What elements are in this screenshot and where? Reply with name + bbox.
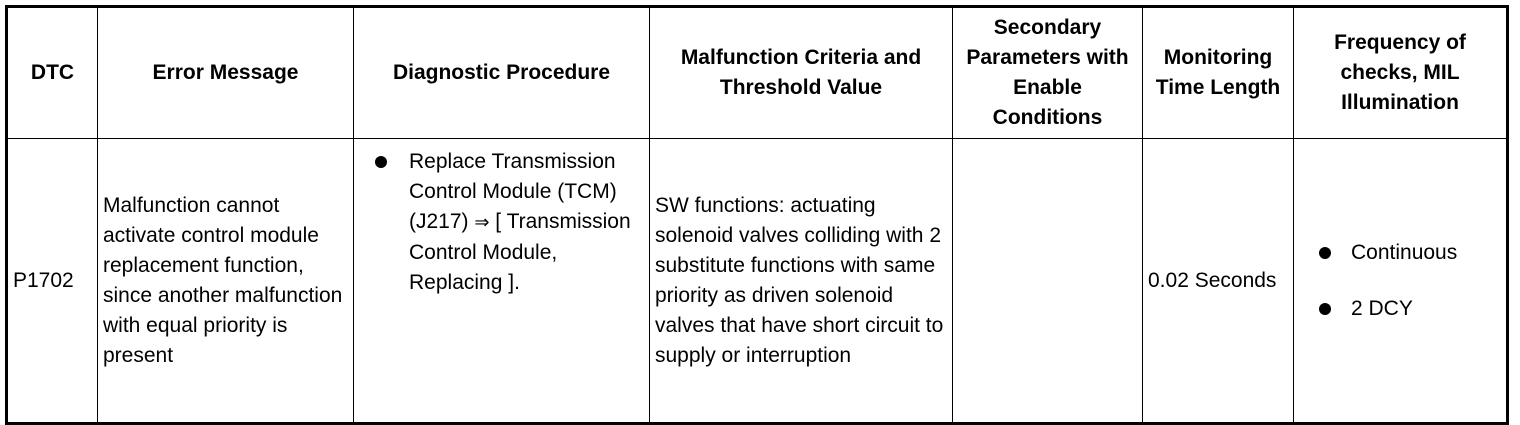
cell-malfunction-criteria: SW functions: actuating solenoid valves colliding with 2 substitute functions with same priority as driven solenoid valves that have short circuit to supply or interruption [650,139,953,424]
filled-circle-bullet-icon [1319,303,1331,315]
filled-circle-bullet-icon [1319,247,1331,259]
cell-frequency [1294,139,1508,424]
frequency-text: Continuous [1351,240,1458,264]
procedure-link[interactable]: [ Transmission Control Module, Replacing ] [409,210,631,294]
procedure-text-end: . [514,271,520,294]
procedure-item [359,147,644,298]
procedure-list [359,147,644,298]
header-monitoring-time: Monitoring Time Length [1143,7,1294,139]
cell-error-message: Malfunction cannot activate control module replacement function, since another malfunction with equal priority is present [98,139,354,424]
frequency-item [1299,238,1501,268]
header-dtc: DTC [7,7,98,139]
header-secondary-parameters: Secondary Parameters with Enable Conditions [953,7,1143,139]
frequency-item [1299,294,1501,324]
frequency-list [1299,238,1501,324]
cell-secondary-parameters [953,139,1143,424]
link-arrow-icon: ⇒ [474,212,490,233]
dtc-table [5,5,1509,425]
procedure-text: Replace Transmission Control Module (TCM) (J217) [409,150,617,233]
cell-diagnostic-procedure [354,139,650,424]
cell-dtc-code: P1702 [7,139,98,424]
header-malfunction-criteria: Malfunction Criteria and Threshold Value [650,7,953,139]
table-row [7,139,1508,424]
frequency-text: 2 DCY [1351,296,1413,320]
header-diagnostic-procedure: Diagnostic Procedure [354,7,650,139]
header-row [7,7,1508,139]
header-error-message: Error Message [98,7,354,139]
cell-monitoring-time: 0.02 Seconds [1143,139,1294,424]
header-frequency: Frequency of checks, MIL Illumination [1294,7,1508,139]
filled-circle-bullet-icon [375,156,387,168]
dtc-table-container [5,5,1506,415]
